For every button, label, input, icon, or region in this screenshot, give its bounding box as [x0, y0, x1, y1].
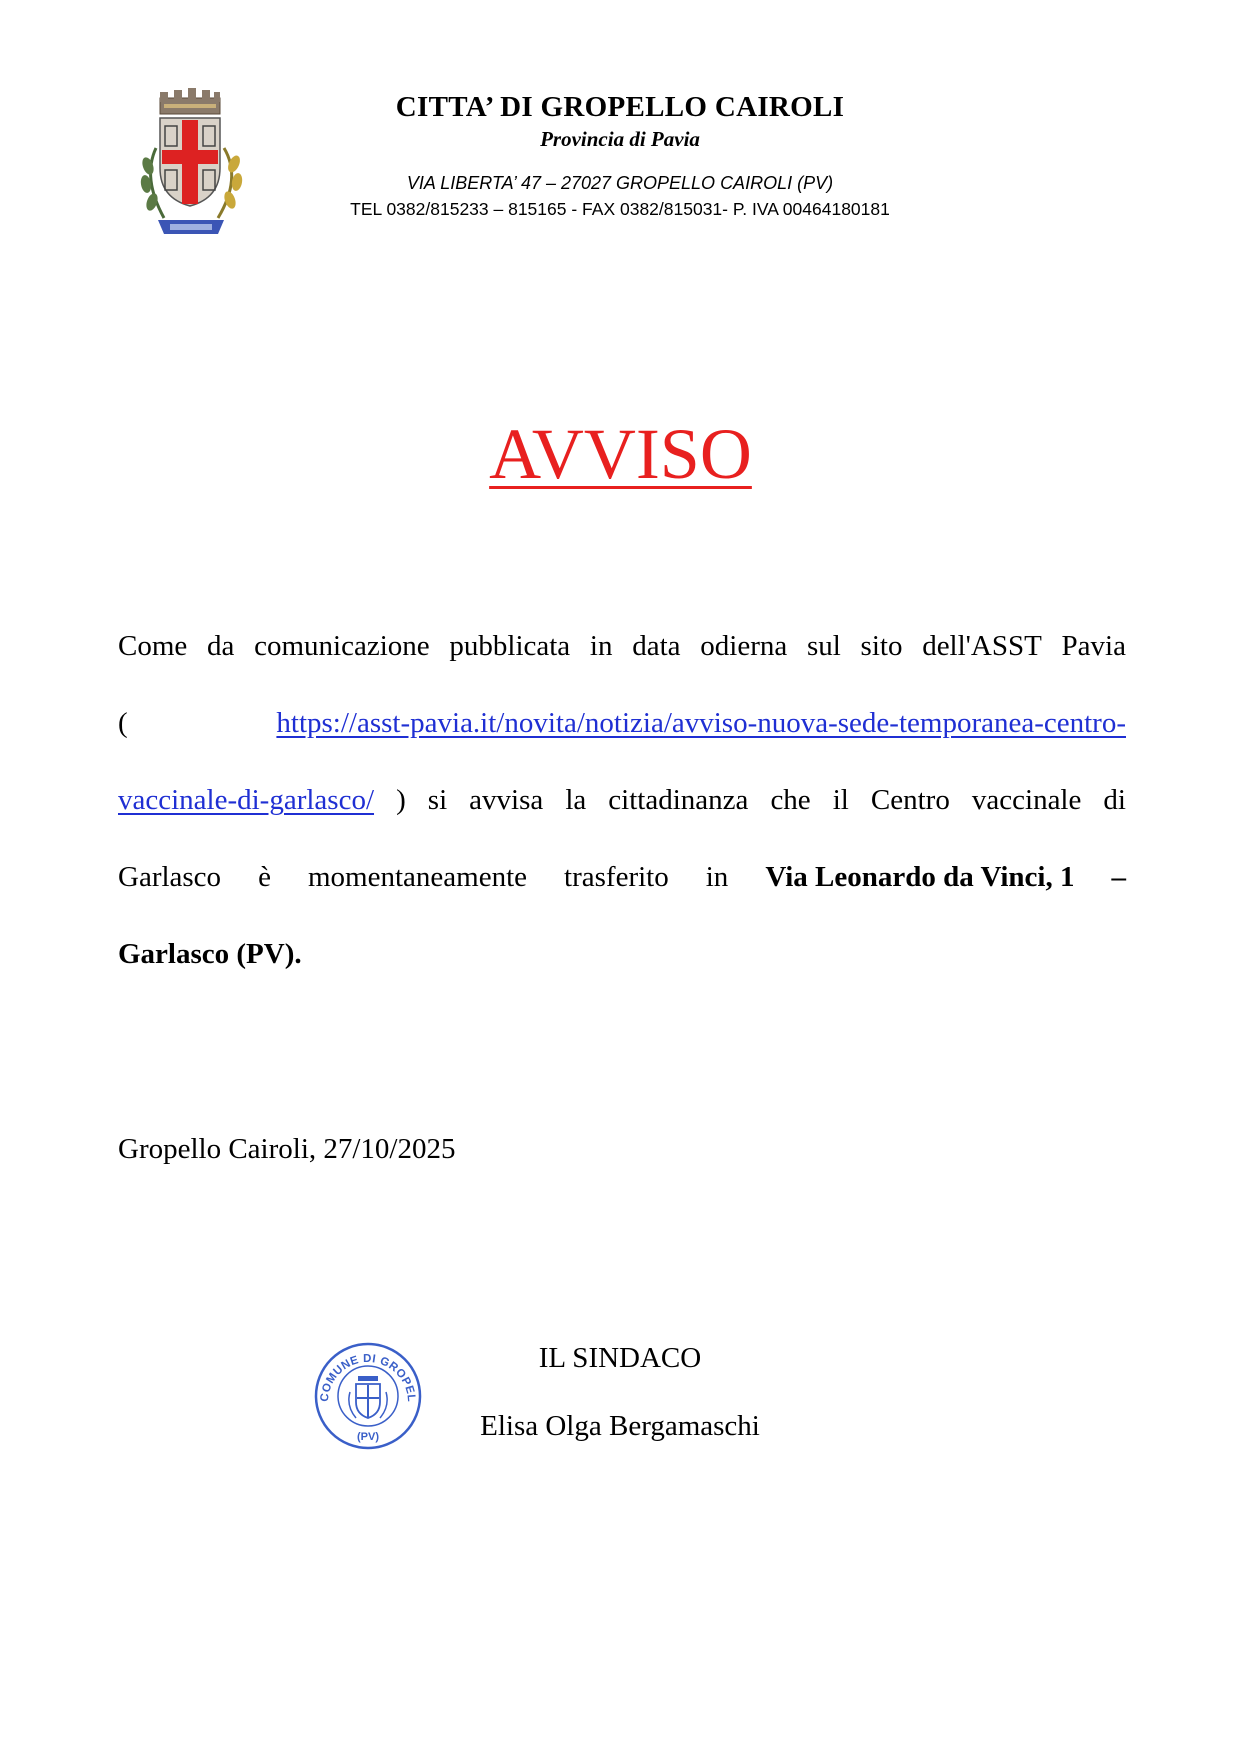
notice-title [0, 414, 1241, 494]
signer-role: IL SINDACO [538, 1342, 702, 1374]
open-paren: ( [118, 707, 128, 739]
contact-numbers: TEL 0382/815233 – 815165 - FAX 0382/815031- P. IVA 00464180181 [350, 199, 890, 219]
address-dash: – [1111, 861, 1126, 893]
word: avvisa [469, 784, 544, 816]
word: Garlasco [118, 861, 222, 893]
word: momentaneamente [308, 861, 528, 893]
word: il [832, 784, 849, 816]
word: dell'ASST [922, 630, 1042, 662]
place-and-date: Gropello Cairoli, 27/10/2025 [118, 1133, 456, 1165]
stamp-subtext: (PV) [357, 1431, 379, 1443]
asst-notice-link-part-2[interactable]: vaccinale-di-garlasco/ [118, 784, 375, 816]
body-line-4 [118, 839, 1126, 916]
province-name: Provincia di Pavia [540, 127, 700, 151]
asst-notice-link-part-1[interactable]: https://asst-pavia.it/novita/notizia/avviso-nuova-sede-temporanea-centro- [276, 707, 1126, 739]
body-line-2 [118, 685, 1126, 762]
word: pubblicata [449, 630, 571, 662]
new-address-part-2: Garlasco (PV). [118, 938, 302, 970]
word: la [565, 784, 587, 816]
word: è [258, 861, 271, 893]
word: che [770, 784, 811, 816]
signer-name: Elisa Olga Bergamaschi [480, 1410, 760, 1442]
body-line-3 [118, 762, 1126, 839]
word: sul [806, 630, 841, 662]
word: odierna [700, 630, 788, 662]
word: di [1103, 784, 1126, 816]
word: data [632, 630, 681, 662]
municipal-coat-of-arms-icon [138, 88, 248, 238]
new-address-part-1: Via Leonardo da Vinci, 1 [765, 861, 1075, 893]
word: si [427, 784, 448, 816]
body-line-1 [118, 608, 1126, 685]
word: in [589, 630, 613, 662]
stamp-text: COMUNE DI GROPEL [318, 1352, 418, 1403]
word: Come [118, 630, 188, 662]
notice-title-text: AVVISO [489, 414, 752, 494]
word: trasferito [564, 861, 669, 893]
letterhead [280, 90, 960, 220]
municipal-stamp-icon [312, 1340, 424, 1452]
word: da [207, 630, 235, 662]
word: sito [860, 630, 903, 662]
word: in [705, 861, 729, 893]
word: ) [396, 784, 406, 816]
office-address: VIA LIBERTA’ 47 – 27027 GROPELLO CAIROLI (PV) [406, 173, 834, 193]
signature-block [440, 1340, 800, 1444]
svg-text:COMUNE DI GROPELLO CAIROLI [312, 1340, 417, 1403]
word: vaccinale [971, 784, 1082, 816]
city-name: CITTA’ DI GROPELLO CAIROLI [395, 91, 845, 123]
word: comunicazione [254, 630, 430, 662]
notice-body [118, 608, 1126, 993]
word: cittadinanza [608, 784, 749, 816]
body-line-5 [118, 916, 1126, 993]
word: Centro [870, 784, 950, 816]
word: Pavia [1061, 630, 1126, 662]
